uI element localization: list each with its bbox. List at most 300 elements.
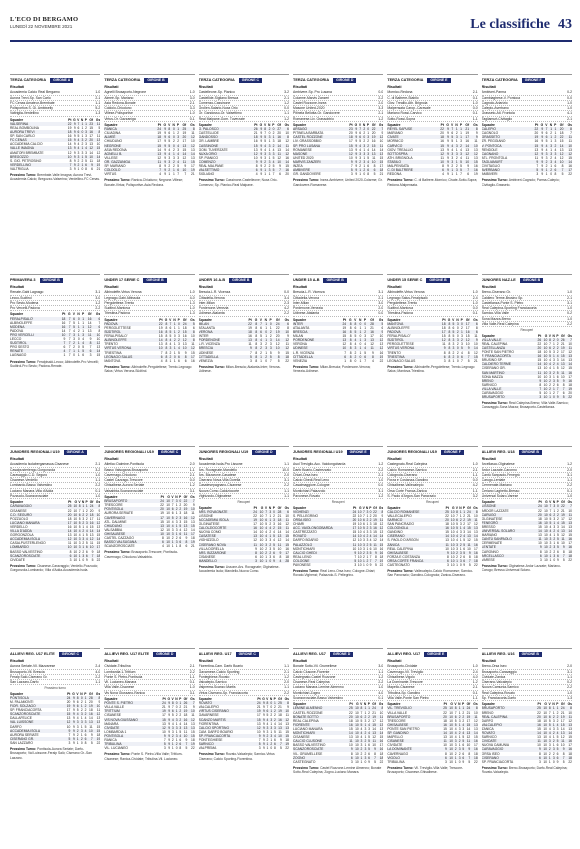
match-teams: Accademia Isola-Pro Lissone (198, 462, 243, 467)
group-badge: GIRONE B (229, 278, 252, 283)
standings-block (104, 648, 194, 840)
table-cell: 1 (360, 759, 363, 764)
table-cell: 16 (181, 718, 187, 722)
table-cell: 7 (269, 358, 272, 363)
table-cell: 1 (266, 746, 269, 751)
table-cell: 10 (256, 729, 261, 734)
table-row (10, 741, 100, 745)
table-cell: 21 (560, 710, 565, 715)
column-header: Gs (190, 317, 195, 322)
table-cell: VENEZIA (198, 358, 213, 363)
table-cell: 16 (565, 537, 572, 541)
table-cell: VILLESE (104, 155, 118, 160)
table-cell: DALLAFELICE (10, 716, 32, 721)
match-teams: San Lazzaro-Darfo (10, 680, 39, 685)
table-cell: 6 (91, 166, 93, 171)
table-cell: 1 (543, 168, 547, 172)
table-cell: LEMINE ALMENNO (293, 706, 347, 710)
table-cell: 4 (266, 721, 269, 726)
table-cell: 3 (163, 746, 166, 751)
table-cell: 10 (73, 557, 78, 562)
table-cell: 20 (440, 131, 444, 136)
table-cell: 10 (187, 507, 194, 511)
table-cell: 11 (89, 724, 93, 729)
table-cell: 6 (459, 355, 463, 359)
table-cell: 6 (545, 131, 548, 136)
result-row (293, 117, 383, 122)
table-cell: 13 (190, 155, 195, 160)
table-cell: 10 (257, 526, 263, 530)
table-cell: 4 (73, 328, 75, 333)
table-cell: 6 (85, 162, 87, 167)
table-cell: 2 (77, 328, 80, 333)
match-teams: Legnago Salus-Feralpisalò (387, 295, 428, 300)
table-cell: VILLA VALLE (482, 387, 535, 391)
table-cell: 9 (475, 131, 478, 136)
table-cell: 10 (65, 155, 71, 159)
match-score: 1-0 (189, 90, 195, 95)
table-cell: PADOVA (10, 328, 24, 333)
column-header: Pt (62, 312, 66, 317)
table-cell: SÜDTIROL (104, 330, 156, 334)
table-cell: 0 (176, 322, 180, 326)
table-cell: PADOVA (104, 322, 156, 326)
table-cell: 1 (545, 172, 548, 177)
table-cell: MASONE (293, 152, 346, 156)
table-cell: 18 (88, 513, 94, 517)
table-cell: 2 (553, 549, 556, 554)
table-cell: VENEZIA (293, 358, 308, 363)
table-cell: 14 (371, 147, 376, 152)
table-cell: 4 (264, 147, 267, 152)
next-round (293, 365, 383, 374)
table-cell: 14 (89, 150, 93, 155)
match-teams: Villa Valle-Cisanese (104, 685, 135, 690)
table-cell: 1 (173, 325, 176, 330)
table-cell: 18 (473, 751, 478, 756)
column-header: Gs (190, 697, 195, 702)
table-cell: 4 (556, 354, 559, 359)
table-cell: 2 (553, 390, 555, 395)
column-header: Squadre (387, 317, 401, 322)
table-cell: 15 (89, 524, 94, 529)
match-score: 2-2 (189, 669, 195, 674)
table-cell: 14 (470, 346, 478, 350)
match-score: 0-0 (472, 306, 478, 311)
table-cell: VIRTUS VERONA (104, 346, 156, 350)
table-cell: 4 (179, 733, 182, 738)
column-header: Pt (160, 495, 164, 500)
table-cell: 21 (253, 131, 258, 136)
table-cell: 9 (63, 337, 66, 342)
table-cell: 13 (158, 342, 163, 347)
table-cell: 8 (252, 338, 257, 342)
column-header: Pt (537, 702, 541, 707)
table-cell: 13 (277, 147, 282, 152)
table-cell: 5 (82, 345, 85, 350)
table-cell: 5 (266, 713, 269, 718)
table-cell: 13 (89, 142, 93, 147)
table-cell: 9 (353, 144, 358, 148)
table-cell: 9 (372, 350, 374, 355)
table-cell: 9 (261, 718, 265, 722)
table-cell: 0 (361, 322, 366, 326)
table-cell: 12 (84, 325, 91, 329)
column-header: Gf (560, 702, 565, 707)
table-cell: 2 (361, 127, 365, 131)
match-teams: Cantù Sanpaolo-Fenegrò (481, 472, 520, 477)
table-cell: 8 (561, 164, 564, 169)
table-cell: 21 (278, 705, 282, 710)
match-score: 1-1 (95, 680, 101, 685)
table-cell: 1 (81, 134, 84, 139)
table-cell: 15 (559, 521, 565, 525)
table-cell: 15 (443, 726, 447, 731)
table-cell: 1 (173, 358, 176, 363)
column-header: Gf (466, 702, 471, 707)
table-cell: 8 (69, 158, 72, 163)
table-cell: 7 (460, 358, 463, 363)
table-cell: 2 (455, 164, 458, 169)
table-cell: 6 (535, 756, 541, 760)
table-cell: 16 (443, 526, 449, 530)
table-cell: 4 (460, 350, 463, 355)
match-score: 2-2 (95, 306, 101, 311)
table-row (387, 359, 477, 363)
match-teams: Mornico-Redona (387, 90, 413, 95)
match-teams: Nuova Como-Calolziocorte (198, 488, 240, 493)
category-name: JUNIORES REGIONALI U19 (387, 449, 437, 454)
table-cell: 15 (568, 366, 572, 371)
table-cell: 1 (82, 524, 85, 529)
table-cell: 8 (98, 328, 101, 333)
column-header: V (169, 317, 172, 322)
table-cell: 3 (174, 734, 178, 738)
table-cell: 10 (462, 160, 469, 164)
table-cell: 2 (543, 160, 547, 164)
table-cell: 5 (171, 713, 174, 718)
table-cell: 10 (166, 527, 170, 532)
table-row (10, 558, 100, 562)
table-cell: 19 (374, 355, 383, 359)
table-cell: 8 (562, 549, 565, 554)
match-teams: Udinese-Atalanta (198, 311, 225, 316)
table-cell: 20 (443, 518, 449, 522)
column-header: Gs (95, 500, 101, 505)
table-cell: 1 (550, 139, 553, 144)
table-cell: 8 (76, 695, 79, 700)
table-cell: 9 (355, 164, 358, 169)
table-cell: 12 (560, 366, 565, 371)
table-cell: 8 (255, 334, 258, 339)
table-cell: 13 (568, 726, 572, 731)
table-cell: 15 (187, 734, 194, 738)
column-header: Squadre (293, 317, 307, 322)
table-cell: ZOGNO (293, 756, 347, 760)
table-cell: VIRTUS (104, 172, 117, 177)
table-cell: 6 (554, 164, 557, 169)
table-cell: 3 (453, 135, 458, 139)
table-cell: 5 (76, 708, 79, 713)
table-cell: 11 (179, 160, 186, 164)
table-cell: 5 (64, 737, 70, 741)
table-cell: 6 (549, 512, 552, 517)
table-cell: 0 (73, 353, 75, 358)
table-cell: 4 (78, 529, 81, 534)
table-cell: 6 (192, 325, 195, 330)
column-header: Squadre (293, 505, 307, 510)
table-cell: 10 (357, 526, 362, 531)
table-cell: 8 (93, 696, 101, 700)
table-cell: MANTOVA (387, 322, 439, 326)
table-cell: MARVIS ZANZERI (293, 160, 346, 164)
table-cell: 9 (538, 135, 543, 139)
table-cell: 5 (90, 740, 93, 745)
table-cell: 5 (456, 522, 458, 527)
table-cell: 3 (168, 155, 171, 160)
result-row (387, 696, 477, 701)
table-cell: 1 (175, 738, 178, 743)
standings-table (10, 692, 100, 745)
table-cell: 13 (86, 720, 92, 724)
table-cell: 8 (563, 127, 572, 131)
table-cell: 7 (163, 738, 166, 743)
column-header: Gs (473, 702, 478, 707)
table-cell: 3 (171, 531, 174, 536)
match-score: 0-0 (189, 478, 195, 483)
table-cell: 9 (71, 146, 75, 150)
table-cell: 20 (179, 135, 186, 139)
table-cell: 8 (446, 355, 451, 359)
table-cell: 2 (179, 717, 182, 722)
table-cell: 8 (266, 701, 269, 706)
table-cell: 4 (556, 520, 559, 525)
table-cell: 9 (70, 737, 74, 741)
table-cell: 3 (551, 379, 555, 383)
next-round (10, 360, 100, 369)
table-cell: 19 (464, 715, 470, 719)
table-cell: 1 (267, 518, 271, 522)
table-cell: 9 (279, 164, 282, 169)
table-cell: 3 (260, 342, 262, 347)
table-cell: 14 (563, 160, 572, 164)
table-cell: PITINELA BARBATA (293, 131, 324, 136)
table-cell: SCANZO MARTIS (199, 718, 255, 722)
table-cell: 7 (249, 350, 252, 355)
table-cell: 6 (556, 755, 559, 760)
table-cell: 2 (82, 529, 85, 534)
table-cell: 11 (96, 516, 101, 521)
match-score: 1-2 (472, 680, 478, 685)
table-cell: 4 (549, 362, 551, 367)
table-cell: 16 (248, 334, 252, 339)
table-cell: 2 (456, 554, 458, 559)
table-cell: 4 (369, 534, 372, 539)
table-cell: CILIADINA (104, 131, 121, 136)
table-cell: 2 (273, 709, 276, 714)
match-score: 1-1 (284, 488, 289, 493)
table-cell: 3 (179, 511, 182, 516)
table-cell: 5 (244, 355, 252, 359)
table-cell: 15 (96, 541, 101, 546)
table-cell: 21 (462, 127, 469, 131)
table-row (387, 760, 477, 764)
table-cell: 1 (459, 546, 462, 551)
table-cell: 13 (190, 721, 195, 726)
table-cell: 4 (442, 172, 444, 177)
column-header: Squadre (104, 317, 118, 322)
table-cell: 5 (467, 358, 470, 363)
table-cell: 1 (262, 322, 267, 326)
table-cell: 13 (534, 147, 539, 152)
table-cell: 13 (473, 147, 478, 152)
table-cell: 9 (161, 160, 166, 164)
table-cell: 2 (82, 541, 85, 546)
table-cell: MAPELLO (387, 735, 403, 740)
table-cell: 3 (179, 519, 182, 524)
table-cell: 3 (458, 718, 461, 723)
table-cell: 10 (164, 507, 170, 511)
table-cell: 8 (447, 554, 449, 559)
table-cell: 20 (89, 699, 93, 704)
table-cell: 6 (76, 704, 79, 709)
table-cell: 14 (87, 320, 92, 325)
table-cell: 13 (65, 146, 71, 150)
table-cell: 0 (456, 358, 459, 363)
table-row (293, 359, 383, 363)
table-cell: 10 (542, 504, 548, 508)
table-cell: 5 (167, 330, 171, 334)
column-header: Squadre (198, 697, 212, 702)
block-title (482, 277, 572, 283)
table-cell: 10 (561, 541, 565, 546)
table-cell: REAL CALEPINA (387, 546, 414, 551)
table-cell: 18 (244, 330, 252, 334)
table-cell: 3 (174, 726, 178, 730)
table-cell: 10 (285, 131, 289, 136)
table-cell: 15 (255, 718, 261, 722)
standings-table (387, 123, 477, 176)
table-cell: 3 (258, 746, 261, 751)
match-score: 1-3 (95, 111, 101, 116)
next-round (387, 365, 477, 374)
table-cell: 1 (81, 125, 84, 130)
table-cell: 4 (273, 530, 275, 535)
table-cell: 1 (356, 338, 361, 342)
table-row (104, 746, 194, 750)
table-cell: 10 (164, 524, 170, 528)
table-cell: 1 (76, 740, 79, 745)
table-cell: 8 (272, 355, 280, 359)
table-cell: 4 (352, 338, 357, 342)
table-cell: 1 (175, 544, 178, 549)
table-cell: 7 (68, 337, 71, 342)
table-cell: 6 (470, 322, 478, 326)
table-cell: POZZUOLO (10, 516, 29, 521)
match-score: 3-1 (567, 472, 572, 477)
standings-block (387, 446, 477, 648)
table-cell: 16 (376, 747, 383, 751)
table-cell: 18 (190, 536, 195, 541)
table-cell: 8 (84, 341, 91, 345)
table-cell: 1 (458, 135, 462, 139)
table-cell: 2 (273, 717, 276, 722)
table-cell: 5 (556, 747, 559, 752)
table-cell: 19 (377, 559, 384, 563)
table-cell: 10 (544, 516, 548, 521)
table-cell: 7 (272, 172, 275, 177)
table-cell: 3 (551, 747, 555, 751)
table-cell: 9 (538, 160, 543, 164)
table-cell: F. FRANCIACORTA (482, 354, 535, 358)
table-cell: 7 (556, 168, 563, 172)
table-cell: 18 (473, 554, 478, 559)
table-cell: 10 (544, 557, 548, 562)
table-cell: 9 (89, 337, 92, 342)
table-cell: 3 (369, 526, 372, 531)
table-cell: BRUSAPORTO (387, 715, 440, 719)
table-cell: 16 (441, 723, 447, 727)
table-cell: 3 (78, 537, 81, 542)
table-cell: 1 (548, 759, 551, 764)
table-cell: 3 (175, 519, 178, 524)
table-cell: 16 (469, 168, 478, 172)
match-score: 1-1 (284, 664, 289, 669)
table-cell: 10 (71, 529, 77, 533)
table-cell: 16 (181, 516, 187, 520)
table-cell: 13 (93, 138, 100, 142)
table-cell: 3 (456, 542, 458, 547)
table-cell: 17 (256, 713, 261, 718)
standings-table (104, 697, 194, 750)
table-cell: 9 (261, 734, 265, 738)
match-teams: Castellanza-Ponte S. Pietro (481, 300, 524, 305)
table-cell: 10 (277, 546, 282, 551)
table-cell: 8 (255, 342, 258, 347)
next-round (482, 178, 572, 187)
table-cell: SIGLIANO (198, 172, 215, 177)
table-cell: 8 (287, 325, 289, 330)
table-cell: 2 (457, 739, 461, 743)
table-cell: 14 (272, 338, 280, 342)
match-score: 0-0 (378, 483, 384, 488)
table-cell: 6 (368, 743, 370, 748)
table-cell: 12 (561, 533, 565, 538)
table-cell: 14 (93, 537, 100, 541)
table-cell: MANDELLO (199, 559, 251, 563)
column-header: G (167, 697, 171, 702)
table-cell: 21 (162, 705, 166, 710)
table-cell: 10 (541, 395, 547, 399)
table-cell: 9 (447, 139, 449, 144)
table-cell: 19 (160, 511, 164, 516)
table-cell: 6 (463, 554, 466, 559)
table-cell: 12 (373, 538, 377, 543)
table-cell: 9 (164, 172, 167, 177)
table-cell: 12 (280, 338, 289, 342)
table-cell: 6 (179, 742, 182, 747)
table-cell: 3 (89, 353, 92, 358)
table-cell: 18 (568, 549, 572, 554)
table-cell: 3 (361, 144, 365, 148)
table-cell: 15 (154, 144, 161, 148)
table-cell: CASTELLANZA (482, 346, 535, 350)
table-cell: 6 (171, 507, 174, 512)
table-cell: SARNICO (199, 742, 255, 746)
table-cell: 14 (466, 726, 471, 731)
standings-block (199, 648, 289, 840)
match-teams: Agnelli Brusaporto-Negrone (104, 90, 147, 95)
